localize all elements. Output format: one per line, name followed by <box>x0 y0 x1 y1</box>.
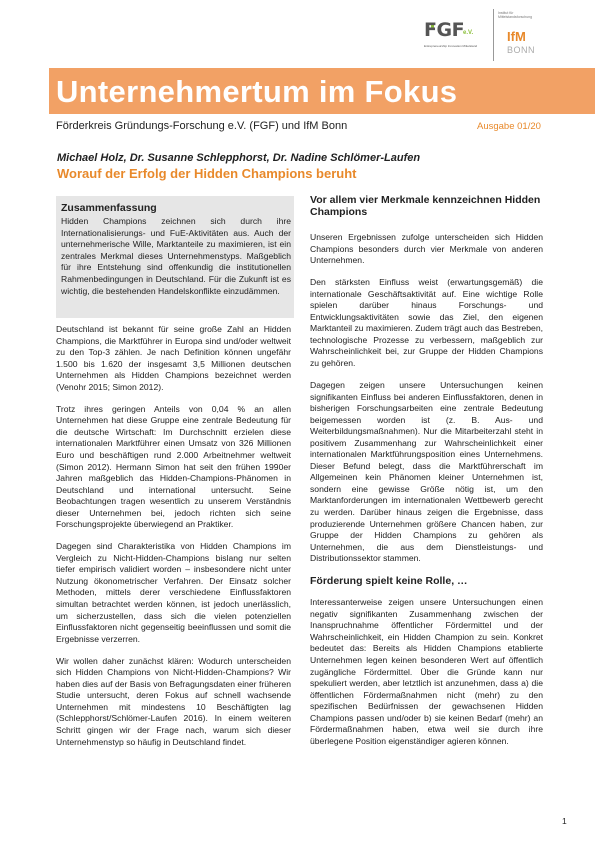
title-banner <box>49 68 595 114</box>
page-number: 1 <box>562 816 567 826</box>
paragraph: Den stärksten Einfluss weist (erwartungsgemäß) die internationale Geschäftsaktivität auf. Eine wichtige Rolle spielen darüber hinaus Forschungs- und Entwicklungsaktivitäten sowie das Ziel, den eigenen Marktanteil zu maximieren. Zudem trägt auch das Bestreben, technologische Prozesse zu verbessern, maßgeblich zur Wahrscheinlichkeit bei, zur Gruppe der Hidden Champions zu gehören. <box>310 277 543 368</box>
summary-text: Hidden Champions zeichnen sich durch ihre Internationalisierungs- und FuE-Aktivitäten aus. Auch der unternehmerische Wille, Marktanteile zu maximieren, ist ein zentrales Merkmal dieses Unternehmenstyps. Maßgeblich für ihre Entstehung sind offenkundig die institutionellen Rahmenbedingungen in Deutschland. Für die Zukunft ist es wichtig, die bestehenden Handelskonflikte einzudämmen. <box>61 216 291 296</box>
paragraph: Deutschland ist bekannt für seine große Zahl an Hidden Champions, die Marktführer in Europa sind und/oder weltweit zu den Top-3 zählen. Je nach Definition können ungefähr 1.500 bis 1.620 der insgesamt 3,5 Millionen deutschen Unternehmen als Hidden Champions bezeichnet werden (Venohr 2015; Simon 2012). <box>56 324 291 392</box>
organization-line: Förderkreis Gründungs-Forschung e.V. (FGF) und IfM Bonn <box>56 120 348 132</box>
fgf-logo <box>424 19 486 50</box>
page-title: Unternehmertum im Fokus <box>56 74 458 109</box>
right-column <box>310 194 543 758</box>
fgf-logo-tagline: Entrepreneurship Innovation Mittelstand <box>424 44 478 48</box>
paragraph: Interessanterweise zeigen unsere Untersuchungen einen negativ signifikanten Zusammenhang zwischen der Inanspruchnahme öffentlicher Fördermittel und der Wahrscheinlichkeit, ein Hidden Champion zu sein. Konkret bedeutet das: Bereits als Hidden Champions etablierte Unternehmen legen keinen besonderen Wert auf öffentlich zugängliche Fördermittel. Über die Gründe kann nur spekuliert werden, aber letztlich ist anzunehmen, dass a) die öffentlichen Fördermaßnahmen nicht (mehr) zu den spezifischen Bedürfnissen der gewachsenen Hidden Champions passen und/oder b) sie keinen Bedarf (mehr) an Fördermaßnahmen haben, etwa weil sie durch ihre überlegene Position eigenständiger agieren können. <box>310 597 543 746</box>
paragraph: Unseren Ergebnissen zufolge unterscheiden sich Hidden Champions besonders durch vier Merkmale von anderen Unternehmen. <box>310 232 543 266</box>
paragraph: Dagegen sind Charakteristika von Hidden Champions im Vergleich zu Nicht-Hidden-Champions bislang nur selten tiefer empirisch validiert worden – insbesondere nicht unter Nutzung ökonometrischer Verfahren. Der Einsatz solcher Methoden, mittels derer verschiedene Einflussfaktoren simultan betrachtet werden können, ist jedoch unerlässlich, um sicherzustellen, dass sich die vielen potenziellen Einflussfaktoren nicht gegenseitig beeinflussen und somit die Ergebnisse verzerren. <box>56 541 291 644</box>
left-column <box>56 324 291 759</box>
paragraph: Dagegen zeigen unsere Untersuchungen keinen signifikanten Einfluss bei anderen Einflussfaktoren, denen in bisherigen Forschungsarbeiten eine zentrale Bedeutung beigemessen worden ist (z. B. Aus- und Weiterbildungsmaßnahmen). Nur die Mitarbeiterzahl steht in positivem Zusammenhang zur Wahrscheinlichkeit einer internationalen Marktführungsposition eines Unternehmens. Dieser Befund belegt, dass die Marktführerschaft im Allgemeinen kein Phänomen kleiner Unternehmen ist, sondern eine gewisse Größe nötig ist, um den Marktanforderungen im internationalen Wettbewerb gerecht zu werden. Darüber hinaus zeigen die Ergebnisse, dass produzierende Unternehmen größere Chancen haben, zur Gruppe der Hidden Champions zu gehören als Unternehmen, die aus dem Dienstleistungs- und Distributionssektor stammen. <box>310 380 543 564</box>
fgf-logo-text: FGF <box>424 19 465 41</box>
ifm-logo-institute: Institut für Mittelstandsforschung <box>498 11 533 19</box>
paragraph: Wir wollen daher zunächst klären: Wodurch unterscheiden sich Hidden Champions von Nicht-Hidden-Champions? Wir haben dies auf der Basis von Befragungsdaten einer früheren Studie untersucht, deren Fokus auf schnell wachsende Unternehmen mit mindestens 10 Beschäftigten lag (Schlepphorst/Schlömer-Laufen 2016). In einem weiteren Schritt gingen wir der Frage nach, warum sich dieser Unternehmenstyp so häufig in Deutschland findet. <box>56 655 291 747</box>
summary-heading: Zusammenfassung <box>61 202 157 214</box>
paragraph: Trotz ihres geringen Anteils von 0,04 % an allen Unternehmen hat diese Gruppe eine zentrale Bedeutung für die deutsche Wirtschaft: Im Durchschnitt erzielen diese internationalen Marktführer einen Umsatz von 326 Millionen Euro und beschäftigen rund 2.000 Arbeitnehmer weltweit (Simon 2012). Hermann Simon hat seit den frühen 1990er Jahren maßgeblich das Hidden-Champions-Phänomen in Deutschland und international untersucht. Seine Beobachtungen tragen wesentlich zu unserem Verständnis dieser Unternehmen bei, jedoch richten sich seine Forschungsprojekte überwiegend an Praktiker. <box>56 403 291 530</box>
summary-box <box>56 196 294 318</box>
article-subtitle: Worauf der Erfolg der Hidden Champions beruht <box>57 166 357 181</box>
issue-label: Ausgabe 01/20 <box>477 121 541 132</box>
authors: Michael Holz, Dr. Susanne Schlepphorst, Dr. Nadine Schlömer-Laufen <box>57 152 421 164</box>
section-heading: Vor allem vier Merkmale kennzeichnen Hidden Champions <box>310 194 541 218</box>
fgf-logo-ev: e.V. <box>463 30 474 36</box>
section-heading: Förderung spielt keine Rolle, … <box>310 575 468 588</box>
ifm-logo <box>493 9 544 61</box>
ifm-logo-name: IfM <box>507 29 526 44</box>
ifm-logo-city: BONN <box>507 45 536 55</box>
